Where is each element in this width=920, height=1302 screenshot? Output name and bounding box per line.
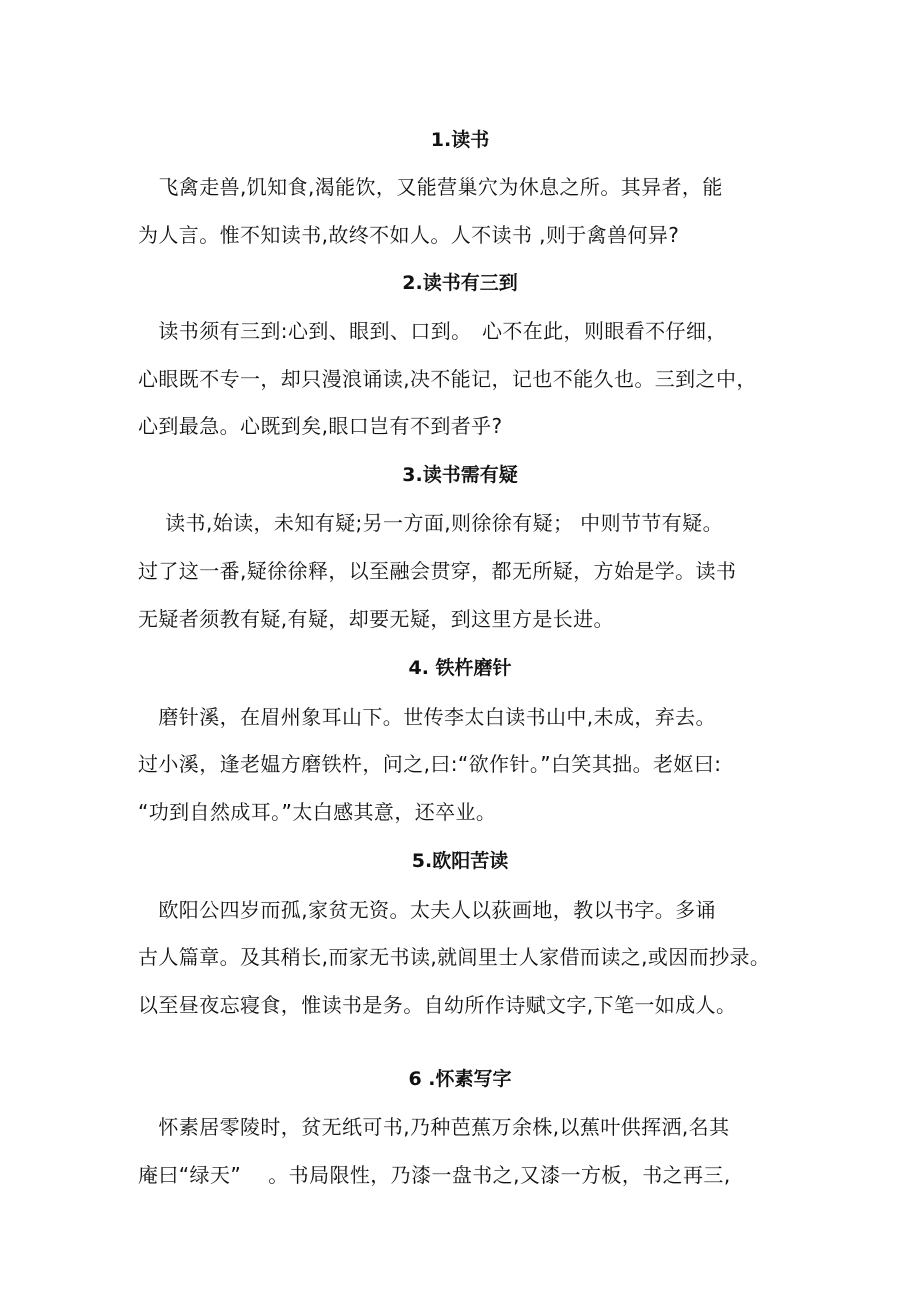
section-6-line-2: 庵曰“绿天” 。书局限性，乃漆一盘书之,又漆一方板，书之再三, xyxy=(138,1163,731,1187)
section-4-line-3: “功到自然成耳。”太白感其意，还卒业。 xyxy=(138,800,497,824)
section-3-line-3: 无疑者须教有疑,有疑，却要无疑，到这里方是长进。 xyxy=(138,607,614,631)
section-6-title: 6 .怀素写字 xyxy=(408,1068,512,1090)
section-2-line-3: 心到最急。心既到矣,眼口岂有不到者乎? xyxy=(138,414,503,438)
section-2-title: 2.读书有三到 xyxy=(402,272,518,294)
section-5-title: 5.欧阳苦读 xyxy=(411,850,509,872)
section-5-line-3: 以至昼夜忘寝食，惟读书是务。自幼所作诗赋文字,下笔一如成人。 xyxy=(138,993,737,1017)
section-5-line-2: 古人篇章。及其稍长,而家无书读,就闾里士人家借而读之,或因而抄录。 xyxy=(138,945,771,969)
section-1-line-1: 飞禽走兽,饥知食,渴能饮，又能营巢穴为休息之所。其异者，能 xyxy=(138,175,723,199)
section-1-line-2: 为人言。惟不知读书,故终不如人。人不读书 ,则于禽兽何异? xyxy=(138,223,680,247)
section-2-line-1: 读书须有三到:心到、眼到、口到。 心不在此，则眼看不仔细， xyxy=(138,319,727,343)
section-4-line-1: 磨针溪，在眉州象耳山下。世传李太白读书山中,未成，弃去。 xyxy=(138,705,716,729)
section-4-line-2: 过小溪，逢老媪方磨铁杵，问之,曰:“欲作针。”白笑其拙。老妪曰: xyxy=(138,752,722,776)
section-4-title: 4. 铁杵磨针 xyxy=(408,657,512,679)
section-3-title: 3.读书需有疑 xyxy=(402,464,518,486)
section-6-line-1: 怀素居零陵时，贫无纸可书,乃种芭蕉万余株,以蕉叶供挥洒,名其 xyxy=(138,1115,730,1139)
section-3-line-2: 过了这一番,疑徐徐释，以至融会贯穿，都无所疑，方始是学。读书 xyxy=(138,559,737,583)
section-2-line-2: 心眼既不专一，却只漫浪诵读,决不能记，记也不能久也。三到之中， xyxy=(138,367,757,391)
section-3-line-1: 读书,始读，未知有疑;另一方面,则徐徐有疑； 中则节节有疑。 xyxy=(138,511,723,535)
section-1-title: 1.读书 xyxy=(430,129,490,151)
section-5-line-1: 欧阳公四岁而孤,家贫无资。太夫人以荻画地，教以书字。多诵 xyxy=(138,898,716,922)
